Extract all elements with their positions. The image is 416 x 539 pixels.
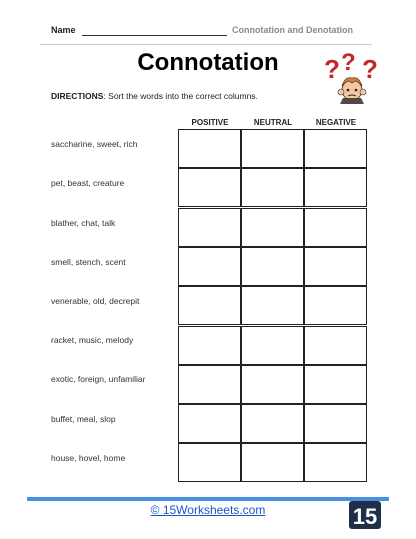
answer-cell-neutral[interactable] [241,168,304,207]
row-label: saccharine, sweet, rich [51,139,138,149]
page-title: Connotation [137,49,279,76]
name-label: Name [51,25,76,35]
answer-cell-positive[interactable] [178,286,241,325]
answer-cell-negative[interactable] [304,208,367,247]
name-line[interactable] [82,35,227,36]
header-rule [40,44,372,45]
row-label: buffet, meal, slop [51,414,116,424]
column-header-positive: POSITIVE [191,118,229,127]
answer-cell-neutral[interactable] [241,326,304,365]
column-header-neutral: NEUTRAL [253,118,293,127]
row-label: venerable, old, decrepit [51,296,140,306]
answer-cell-neutral[interactable] [241,365,304,404]
answer-cell-neutral[interactable] [241,404,304,443]
copyright-link[interactable]: © 15Worksheets.com [150,503,266,517]
answer-cell-negative[interactable] [304,286,367,325]
15worksheets-logo [345,499,385,531]
answer-cell-positive[interactable] [178,404,241,443]
answer-cell-positive[interactable] [178,168,241,207]
answer-cell-negative[interactable] [304,247,367,286]
column-header-negative: NEGATIVE [315,118,357,127]
svg-text:?: ? [341,52,356,76]
confused-person-icon [318,52,384,104]
worksheet-title: Connotation and Denotation [232,25,353,35]
answer-cell-positive[interactable] [178,247,241,286]
logo-text: 15 [352,504,378,529]
answer-cell-positive[interactable] [178,365,241,404]
footer-bar [27,497,389,501]
answer-cell-negative[interactable] [304,404,367,443]
answer-cell-positive[interactable] [178,208,241,247]
svg-text:?: ? [324,54,340,84]
row-label: blather, chat, talk [51,218,116,228]
answer-cell-positive[interactable] [178,129,241,168]
answer-cell-negative[interactable] [304,168,367,207]
directions-text: : Sort the words into the correct columns. [103,91,258,101]
row-label: racket, music, melody [51,335,134,345]
directions [51,91,258,101]
answer-cell-positive[interactable] [178,326,241,365]
answer-cell-positive[interactable] [178,443,241,482]
answer-cell-negative[interactable] [304,443,367,482]
svg-text:?: ? [362,54,378,84]
answer-cell-negative[interactable] [304,129,367,168]
row-label: pet, beast, creature [51,178,125,188]
answer-cell-neutral[interactable] [241,286,304,325]
answer-cell-negative[interactable] [304,365,367,404]
directions-label: DIRECTIONS [51,91,104,101]
answer-cell-neutral[interactable] [241,208,304,247]
row-label: exotic, foreign, unfamiliar [51,374,146,384]
answer-cell-neutral[interactable] [241,129,304,168]
answer-cell-neutral[interactable] [241,443,304,482]
answer-cell-neutral[interactable] [241,247,304,286]
answer-cell-negative[interactable] [304,326,367,365]
row-label: smell, stench, scent [51,257,126,267]
row-label: house, hovel, home [51,453,126,463]
